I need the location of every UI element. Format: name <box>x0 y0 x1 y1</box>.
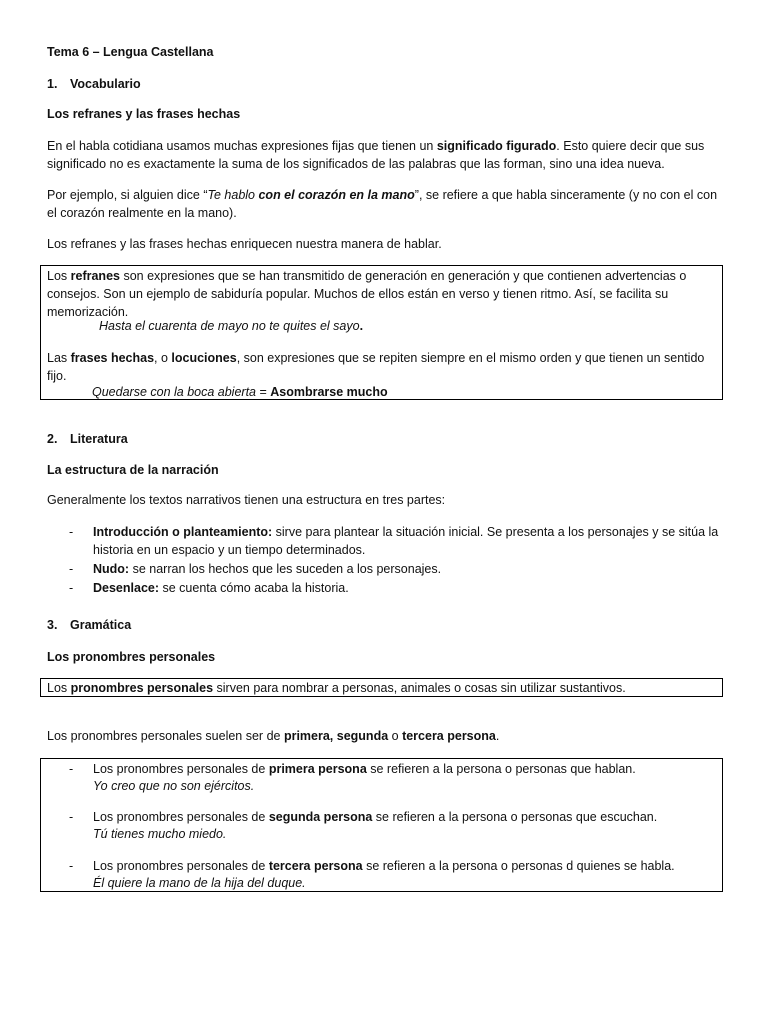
list-item <box>69 760 719 796</box>
example-sentence: Él quiere la mano de la hija del duque. <box>93 876 306 890</box>
text-fragment: ”, se refiere a que habla sinceramente (y no con el con el corazón realmente en la mano). <box>47 188 718 220</box>
term-frases-hechas: frases hechas <box>70 351 155 365</box>
term-person: tercera persona <box>268 859 363 873</box>
term-refranes: refranes <box>70 269 120 283</box>
text-fragment: Los pronombres personales de <box>93 859 269 873</box>
text-fragment: o <box>388 729 403 743</box>
definition-box-pronombres <box>40 678 723 697</box>
section-3-label: Gramática <box>70 618 132 632</box>
section-2-number: 2. <box>47 432 58 446</box>
persons-box <box>40 758 723 892</box>
paragraph-enriquecen: Los refranes y las frases hechas enriquecen nuestra manera de hablar. <box>47 237 442 251</box>
text-fragment: se refieren a la persona o personas que hablan. <box>366 762 636 776</box>
section-3-heading <box>47 616 131 634</box>
definition-frases-hechas <box>47 349 717 385</box>
section-3-number: 3. <box>47 618 58 632</box>
list-item <box>69 808 719 844</box>
list-term: Nudo: <box>93 562 130 576</box>
example-refran <box>99 317 363 335</box>
text-fragment: Los pronombres personales de <box>93 810 269 824</box>
list-text: sirve para plantear la situación inicial. Se presenta a los personajes y se sitúa la historia en un espacio y un tiempo determinados. <box>93 525 719 557</box>
example-meaning: Asombrarse mucho <box>270 385 388 399</box>
text-fragment: Los pronombres personales suelen ser de <box>47 729 284 743</box>
section-1-heading <box>47 75 141 93</box>
example-italic: Te hablo <box>207 188 259 202</box>
definition-box-refranes <box>40 265 723 400</box>
text-fragment: se refieren a la persona o personas d quienes se habla. <box>362 859 675 873</box>
list-text: se narran los hechos que les suceden a los personajes. <box>129 562 442 576</box>
list-dash: - <box>69 525 74 539</box>
list-term: Introducción o planteamiento: <box>93 525 273 539</box>
section-2-subtitle: La estructura de la narración <box>47 463 219 477</box>
section-1-label: Vocabulario <box>70 77 141 91</box>
term-tercera-persona: tercera persona <box>402 729 496 743</box>
text-fragment: Las <box>47 351 71 365</box>
example-sentence: Yo creo que no son ejércitos. <box>93 779 255 793</box>
example-frase-hecha <box>92 383 388 401</box>
list-dash: - <box>69 581 74 595</box>
term-locuciones: locuciones <box>171 351 237 365</box>
text-fragment: Los <box>47 269 71 283</box>
equals-sign: = <box>256 385 271 399</box>
list-dash: - <box>69 762 74 776</box>
list-text: se cuenta cómo acaba la historia. <box>159 581 349 595</box>
section-3-subtitle: Los pronombres personales <box>47 650 216 664</box>
definition-pronombres <box>47 679 626 697</box>
text-fragment: son expresiones que se han transmitido de generación en generación y que contienen advertencias o consejos. Son un ejemplo de sabiduría popular. Muchos de ellos están en verso y tienen ritmo. Así, se facilita su memorización. <box>47 269 687 319</box>
text-fragment: Por ejemplo, si alguien dice “ <box>47 188 208 202</box>
example-bold-italic: con el corazón en la mano <box>258 188 415 202</box>
paragraph-ejemplo <box>47 186 723 222</box>
list-item <box>69 579 723 597</box>
section-2-intro: Generalmente los textos narrativos tienen una estructura en tres partes: <box>47 493 446 507</box>
section-1-number: 1. <box>47 77 58 91</box>
section-2-label: Literatura <box>70 432 128 446</box>
paragraph-personas <box>47 727 499 745</box>
term-person: primera persona <box>268 762 367 776</box>
term-significado-figurado: significado figurado <box>436 139 557 153</box>
term-person: segunda persona <box>268 810 373 824</box>
text-fragment: . Esto quiere decir que sus significado no es exactamente la suma de los significados de las palabras que las forman, sino una idea nueva. <box>47 139 705 171</box>
list-dash: - <box>69 562 74 576</box>
list-dash: - <box>69 810 74 824</box>
section-1-subtitle: Los refranes y las frases hechas <box>47 107 241 121</box>
list-item <box>69 857 719 893</box>
text-fragment: . <box>495 729 500 743</box>
text-fragment: En el habla cotidiana usamos muchas expresiones fijas que tienen un <box>47 139 437 153</box>
text-fragment: Los <box>47 681 71 695</box>
example-end: . <box>359 319 364 333</box>
text-fragment: , o <box>154 351 172 365</box>
text-fragment: , son expresiones que se repiten siempre en el mismo orden y que tienen un sentido fijo. <box>47 351 705 383</box>
list-dash: - <box>69 859 74 873</box>
list-item <box>69 560 723 578</box>
term-primera-segunda: primera, segunda <box>283 729 389 743</box>
example-sentence: Tú tienes mucho miedo. <box>93 827 227 841</box>
text-fragment: se refieren a la persona o personas que escuchan. <box>372 810 658 824</box>
text-fragment: sirven para nombrar a personas, animales o cosas sin utilizar sustantivos. <box>213 681 626 695</box>
text-fragment: Los pronombres personales de <box>93 762 269 776</box>
list-term: Desenlace: <box>93 581 160 595</box>
example-text: Quedarse con la boca abierta <box>92 385 256 399</box>
section-2-heading <box>47 430 128 448</box>
definition-refranes <box>47 267 717 321</box>
list-item <box>69 523 723 559</box>
term-pronombres-personales: pronombres personales <box>70 681 214 695</box>
paragraph-habla-cotidiana <box>47 137 723 173</box>
document-title: Tema 6 – Lengua Castellana <box>47 45 214 59</box>
example-text: Hasta el cuarenta de mayo no te quites el sayo <box>99 319 360 333</box>
